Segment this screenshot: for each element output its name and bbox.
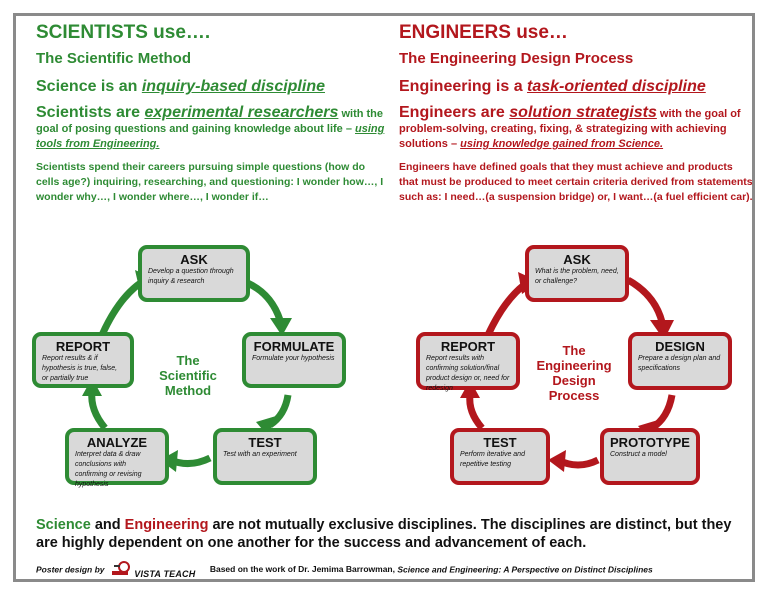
step-ask xyxy=(138,245,250,302)
engineering-word: Engineering xyxy=(124,517,209,533)
step-title: ASK xyxy=(180,252,208,267)
discipline-prefix: Engineering is a xyxy=(399,78,528,95)
step-description: Perform iterative and repetitive testing xyxy=(460,451,525,468)
scientific-method-cycle xyxy=(30,240,365,495)
step-description: Prepare a design plan and specifications xyxy=(638,355,721,372)
step-analyze xyxy=(65,428,169,488)
step-description: Report results & if hypothesis is true, false, or partially true xyxy=(42,355,118,382)
summary-statement xyxy=(36,516,736,552)
step-design xyxy=(628,332,732,390)
step-title: DESIGN xyxy=(655,339,705,354)
logo-text: VISTA TEACH xyxy=(134,569,196,579)
engineering-column xyxy=(399,22,754,205)
step-description: Test with an experiment xyxy=(223,451,297,458)
step-description: Develop a question through inquiry & research xyxy=(148,268,234,285)
role-suffix: with the goal of posing questions and gaining knowledge about life – xyxy=(36,108,384,135)
step-test xyxy=(213,428,317,485)
role-suffix: with the goal of problem-solving, creating, fixing, & strategizing with achieving solutions – xyxy=(399,108,741,150)
step-title: TEST xyxy=(483,435,517,450)
step-description: Interpret data & draw conclusions with confirming or revising hypothesis xyxy=(75,451,142,488)
step-formulate xyxy=(242,332,346,388)
step-title: REPORT xyxy=(440,339,496,354)
step-title: TEST xyxy=(248,435,282,450)
role-link-text: using knowledge gained from Science. xyxy=(460,138,664,150)
cycle-title-line: The xyxy=(562,343,586,358)
step-title: ASK xyxy=(563,252,591,267)
cycle-title xyxy=(528,343,620,403)
cycle-title-line: The xyxy=(176,353,200,368)
science-column xyxy=(36,22,391,205)
discipline-emphasis: inquiry-based discipline xyxy=(141,78,325,95)
footer-credits xyxy=(36,561,653,579)
and-word: and xyxy=(90,517,125,533)
role-prefix: Engineers are xyxy=(399,104,510,121)
step-title: REPORT xyxy=(55,339,111,354)
gear-icon xyxy=(110,561,132,577)
work-title: Science and Engineering: A Perspective on Distinct Disciplines xyxy=(397,564,653,575)
role-link-text: using tools from Engineering. xyxy=(36,123,385,150)
step-report xyxy=(416,332,520,390)
discipline-prefix: Science is an xyxy=(36,78,142,95)
role-emphasis: experimental researchers xyxy=(144,104,339,121)
cycle-title-line: Scientific xyxy=(159,368,217,383)
science-paragraph: Scientists spend their careers pursuing simple questions (how do cells age?) inquiring, researching, and questioning: I wonder how…, I wonder why…, I wonder where…, I wonder if… xyxy=(36,161,384,203)
step-description: Report results with confirming solution/final product design or, need for redesign xyxy=(426,355,510,392)
poster-design-label: Poster design by xyxy=(36,564,105,575)
summary-rest: are not mutually exclusive disciplines. The disciplines are distinct, but they are highly dependent on one another for the success and advancement of each. xyxy=(36,517,732,551)
cycle-title-line: Method xyxy=(164,383,212,398)
science-word: Science xyxy=(36,517,91,533)
discipline-emphasis: task-oriented discipline xyxy=(527,78,706,95)
engineering-heading: ENGINEERS use… xyxy=(399,22,568,43)
step-test xyxy=(450,428,550,485)
science-method-title: The Scientific Method xyxy=(36,50,192,67)
step-description: What is the problem, need, or challenge? xyxy=(535,268,619,285)
science-role xyxy=(36,103,391,152)
cycle-title xyxy=(148,353,228,398)
cycle-title-line: Engineering xyxy=(536,358,612,373)
step-ask xyxy=(525,245,629,302)
role-emphasis: solution strategists xyxy=(509,104,657,121)
engineering-role xyxy=(399,103,754,152)
based-on-text: Based on the work of Dr. Jemima Barrowman, xyxy=(209,564,398,575)
step-description: Construct a model xyxy=(610,451,667,458)
step-title: FORMULATE xyxy=(253,339,335,354)
engineering-discipline xyxy=(399,77,754,96)
step-description: Formulate your hypothesis xyxy=(252,355,335,362)
role-prefix: Scientists are xyxy=(36,104,145,121)
science-discipline xyxy=(36,77,391,96)
step-report xyxy=(32,332,134,388)
step-title: ANALYZE xyxy=(86,435,148,450)
step-prototype xyxy=(600,428,700,485)
engineering-design-cycle xyxy=(410,240,745,495)
step-title: PROTOTYPE xyxy=(610,435,690,450)
engineering-paragraph: Engineers have defined goals that they must achieve and products that must be produced to meet certain criteria derived from statements such as: I need…(a suspension bridge) or, I want…(a fuel efficient car). xyxy=(399,161,753,203)
vista-teach-logo xyxy=(110,561,196,579)
science-heading: SCIENTISTS use…. xyxy=(36,22,211,43)
cycle-title-line: Process xyxy=(548,388,600,403)
engineering-method-title: The Engineering Design Process xyxy=(399,50,634,67)
cycle-title-line: Design xyxy=(552,373,596,388)
